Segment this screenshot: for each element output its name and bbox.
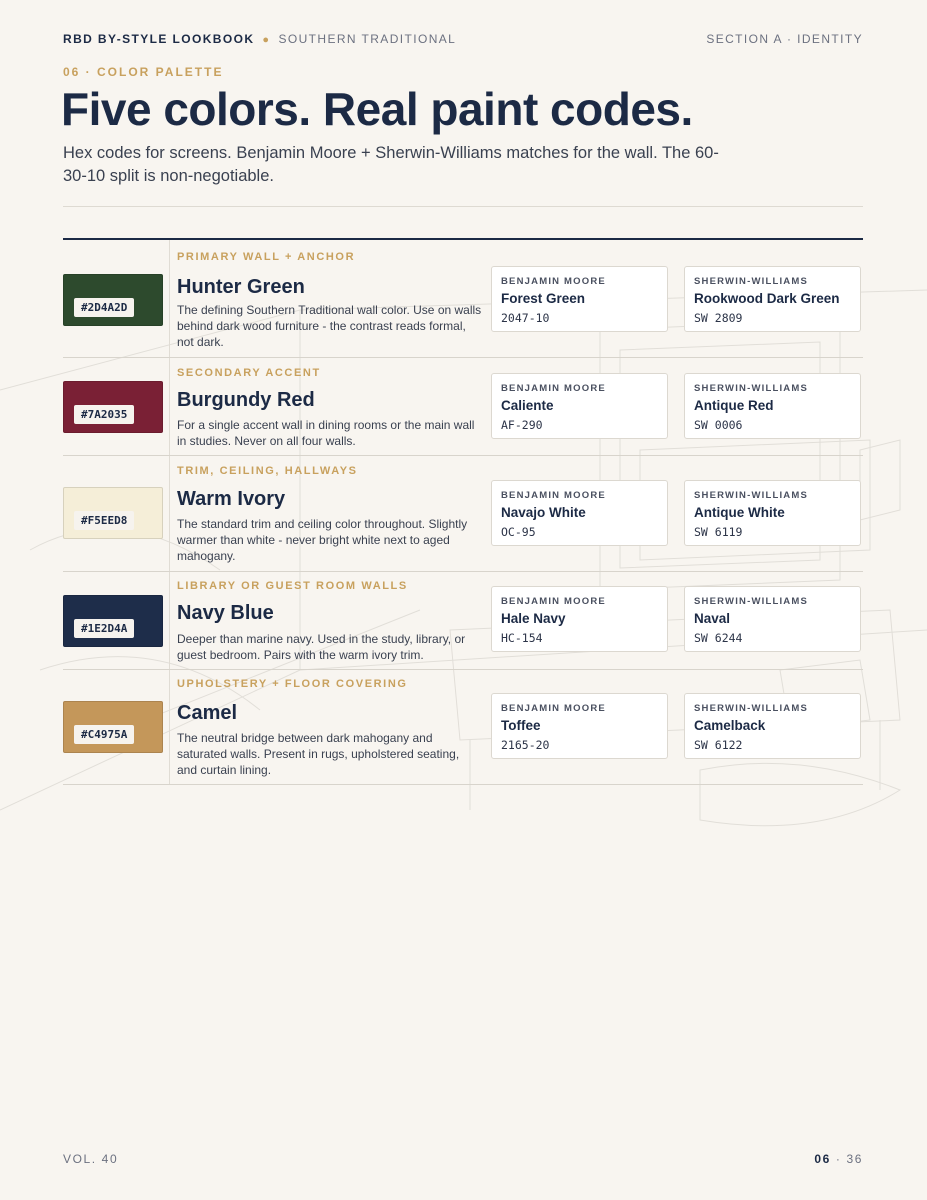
color-role: TRIM, CEILING, HALLWAYS — [177, 465, 358, 477]
paint-name: Forest Green — [501, 291, 586, 306]
color-swatch — [63, 701, 163, 753]
publication-name: RBD BY-STYLE LOOKBOOK — [63, 32, 255, 46]
color-name: Burgundy Red — [177, 389, 315, 411]
paint-brand: SHERWIN-WILLIAMS — [694, 276, 809, 287]
paint-code: SW 6119 — [694, 525, 743, 539]
color-row-warm-ivory — [63, 456, 863, 572]
color-row-camel — [63, 670, 863, 785]
divider-thin — [63, 206, 863, 207]
running-header — [63, 32, 863, 48]
color-swatch — [63, 487, 163, 539]
paint-code: SW 0006 — [694, 418, 743, 432]
benjamin-moore-card — [491, 693, 668, 759]
color-description: The neutral bridge between dark mahogany and saturated walls. Present in rugs, upholstered seating, and curtain lining. — [177, 731, 460, 777]
color-swatch — [63, 595, 163, 647]
page-separator: · — [835, 1152, 842, 1166]
paint-brand: SHERWIN-WILLIAMS — [694, 596, 809, 607]
color-swatch — [63, 274, 163, 326]
paint-brand: SHERWIN-WILLIAMS — [694, 490, 809, 501]
sherwin-williams-card — [684, 266, 861, 332]
sherwin-williams-card — [684, 373, 861, 439]
color-name: Warm Ivory — [177, 488, 286, 510]
volume-label: VOL. 40 — [63, 1152, 119, 1166]
hex-code: #1E2D4A — [74, 619, 134, 638]
paint-name: Hale Navy — [501, 611, 566, 626]
hex-code: #2D4A2D — [74, 298, 134, 317]
page-footer — [63, 1152, 863, 1166]
page-number — [814, 1152, 863, 1166]
paint-code: SW 6122 — [694, 738, 743, 752]
benjamin-moore-card — [491, 586, 668, 652]
color-row-burgundy-red — [63, 358, 863, 456]
paint-name: Caliente — [501, 398, 554, 413]
page-intro: Hex codes for screens. Benjamin Moore + Sherwin-Williams matches for the wall. The 60-30-10 split is non-negotiable. — [63, 144, 719, 185]
style-name: SOUTHERN TRADITIONAL — [278, 32, 457, 46]
sherwin-williams-card — [684, 586, 861, 652]
color-role: UPHOLSTERY + FLOOR COVERING — [177, 678, 408, 690]
color-name: Navy Blue — [177, 602, 274, 624]
color-role: LIBRARY OR GUEST ROOM WALLS — [177, 580, 408, 592]
paint-name: Antique White — [694, 505, 785, 520]
paint-code: SW 2809 — [694, 311, 743, 325]
color-role: PRIMARY WALL + ANCHOR — [177, 251, 356, 263]
benjamin-moore-card — [491, 266, 668, 332]
benjamin-moore-card — [491, 480, 668, 546]
hex-code: #F5EED8 — [74, 511, 134, 530]
color-row-navy-blue — [63, 572, 863, 670]
section-kicker: 06 · COLOR PALETTE — [63, 65, 224, 79]
section-number: 06 — [814, 1152, 831, 1166]
paint-name: Rookwood Dark Green — [694, 291, 840, 306]
paint-code: HC-154 — [501, 631, 543, 645]
paint-code: OC-95 — [501, 525, 536, 539]
paint-code: SW 6244 — [694, 631, 743, 645]
paint-code: 2047-10 — [501, 311, 550, 325]
sherwin-williams-card — [684, 480, 861, 546]
paint-brand: BENJAMIN MOORE — [501, 596, 606, 607]
color-row-hunter-green — [63, 240, 863, 358]
paint-brand: BENJAMIN MOORE — [501, 490, 606, 501]
paint-brand: SHERWIN-WILLIAMS — [694, 703, 809, 714]
separator-dot: ● — [262, 34, 271, 46]
paint-name: Toffee — [501, 718, 541, 733]
paint-code: AF-290 — [501, 418, 543, 432]
color-description: The defining Southern Traditional wall color. Use on walls behind dark wood furniture - the contrast reads formal, not dark. — [177, 303, 482, 349]
color-description: The standard trim and ceiling color throughout. Slightly warmer than white - never bright white next to aged mahogany. — [177, 517, 468, 563]
color-swatch — [63, 381, 163, 433]
paint-brand: BENJAMIN MOORE — [501, 383, 606, 394]
sherwin-williams-card — [684, 693, 861, 759]
section-label: SECTION A · IDENTITY — [706, 32, 863, 46]
color-description: Deeper than marine navy. Used in the study, library, or guest bedroom. Pairs with the warm ivory trim. — [177, 632, 466, 662]
color-palette-table — [63, 240, 863, 785]
paint-name: Antique Red — [694, 398, 774, 413]
paint-name: Camelback — [694, 718, 766, 733]
paint-name: Naval — [694, 611, 731, 626]
color-name: Camel — [177, 702, 238, 724]
color-name: Hunter Green — [177, 276, 305, 298]
page-title: Five colors. Real paint codes. — [61, 83, 693, 135]
paint-brand: BENJAMIN MOORE — [501, 276, 606, 287]
paint-brand: SHERWIN-WILLIAMS — [694, 383, 809, 394]
benjamin-moore-card — [491, 373, 668, 439]
lookbook-page — [63, 0, 863, 1200]
paint-brand: BENJAMIN MOORE — [501, 703, 606, 714]
hex-code: #C4975A — [74, 725, 134, 744]
paint-name: Navajo White — [501, 505, 586, 520]
color-description: For a single accent wall in dining rooms or the main wall in studies. Never on all four walls. — [177, 418, 475, 448]
paint-code: 2165-20 — [501, 738, 550, 752]
page-count: 36 — [846, 1152, 863, 1166]
color-role: SECONDARY ACCENT — [177, 367, 321, 379]
hex-code: #7A2035 — [74, 405, 134, 424]
